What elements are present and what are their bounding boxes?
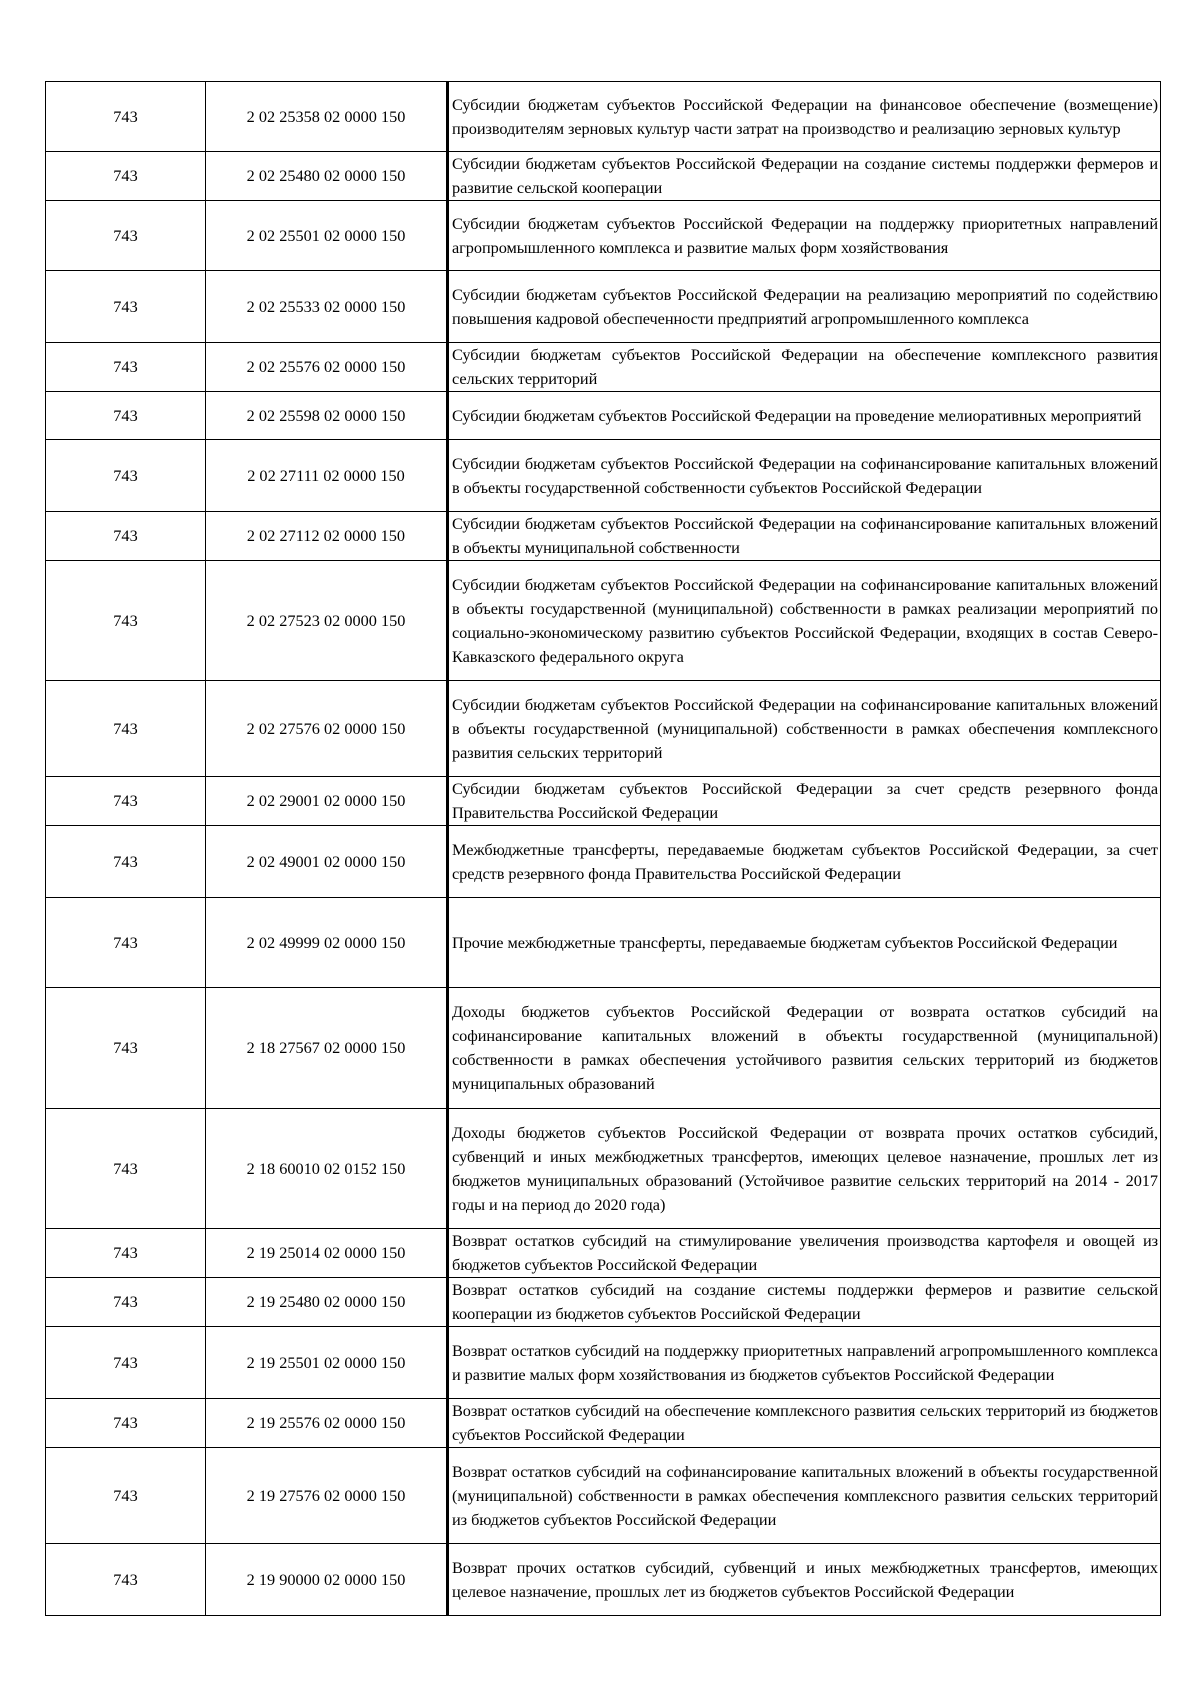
admin-code-cell: 743: [46, 1448, 206, 1544]
admin-code-cell: 743: [46, 561, 206, 681]
admin-code-cell: 743: [46, 898, 206, 988]
table-row: [46, 440, 1161, 512]
table-row: [46, 1327, 1161, 1399]
revenue-name-cell: Субсидии бюджетам субъектов Российской Федерации на софинансирование капитальных вложений в объекты государственной собственности субъектов Российской Федерации: [448, 440, 1161, 512]
revenue-code-cell: 2 02 25598 02 0000 150: [206, 392, 448, 440]
admin-code-cell: 743: [46, 512, 206, 561]
revenue-name-cell: Субсидии бюджетам субъектов Российской Федерации на реализацию мероприятий по содействию повышения кадровой обеспеченности предприятий агропромышленного комплекса: [448, 271, 1161, 343]
revenue-name-cell: Возврат прочих остатков субсидий, субвенций и иных межбюджетных трансфертов, имеющих целевое назначение, прошлых лет из бюджетов субъектов Российской Федерации: [448, 1544, 1161, 1616]
table-row: [46, 826, 1161, 898]
table-row: [46, 1229, 1161, 1278]
budget-codes-table: [45, 81, 1161, 1616]
revenue-name-cell: Субсидии бюджетам субъектов Российской Федерации на софинансирование капитальных вложений в объекты государственной (муниципальной) собственности в рамках обеспечения комплексного развития сельских территорий: [448, 681, 1161, 777]
revenue-code-cell: 2 18 60010 02 0152 150: [206, 1109, 448, 1229]
revenue-code-cell: 2 02 25501 02 0000 150: [206, 201, 448, 271]
admin-code-cell: 743: [46, 777, 206, 826]
table-row: [46, 343, 1161, 392]
revenue-name-cell: Межбюджетные трансферты, передаваемые бюджетам субъектов Российской Федерации, за счет средств резервного фонда Правительства Российской Федерации: [448, 826, 1161, 898]
revenue-name-cell: Субсидии бюджетам субъектов Российской Федерации на обеспечение комплексного развития сельских территорий: [448, 343, 1161, 392]
table-row: [46, 392, 1161, 440]
revenue-code-cell: 2 02 29001 02 0000 150: [206, 777, 448, 826]
revenue-code-cell: 2 02 25480 02 0000 150: [206, 152, 448, 201]
admin-code-cell: 743: [46, 1544, 206, 1616]
revenue-code-cell: 2 19 27576 02 0000 150: [206, 1448, 448, 1544]
revenue-code-cell: 2 19 25576 02 0000 150: [206, 1399, 448, 1448]
admin-code-cell: 743: [46, 1399, 206, 1448]
admin-code-cell: 743: [46, 82, 206, 152]
admin-code-cell: 743: [46, 152, 206, 201]
revenue-code-cell: 2 18 27567 02 0000 150: [206, 988, 448, 1109]
admin-code-cell: 743: [46, 271, 206, 343]
table-row: [46, 988, 1161, 1109]
revenue-name-cell: Субсидии бюджетам субъектов Российской Федерации на финансовое обеспечение (возмещение) производителям зерновых культур части затрат на производство и реализацию зерновых культур: [448, 82, 1161, 152]
revenue-name-cell: Возврат остатков субсидий на создание системы поддержки фермеров и развитие сельской кооперации из бюджетов субъектов Российской Федерации: [448, 1278, 1161, 1327]
revenue-code-cell: 2 02 27111 02 0000 150: [206, 440, 448, 512]
revenue-name-cell: Доходы бюджетов субъектов Российской Федерации от возврата остатков субсидий на софинансирование капитальных вложений в объекты государственной (муниципальной) собственности в рамках обеспечения устойчивого развития сельских территорий из бюджетов муниципальных образований: [448, 988, 1161, 1109]
admin-code-cell: 743: [46, 343, 206, 392]
table-row: [46, 681, 1161, 777]
admin-code-cell: 743: [46, 826, 206, 898]
revenue-code-cell: 2 19 90000 02 0000 150: [206, 1544, 448, 1616]
revenue-name-cell: Субсидии бюджетам субъектов Российской Федерации на поддержку приоритетных направлений агропромышленного комплекса и развитие малых форм хозяйствования: [448, 201, 1161, 271]
admin-code-cell: 743: [46, 1278, 206, 1327]
revenue-code-cell: 2 02 27576 02 0000 150: [206, 681, 448, 777]
revenue-code-cell: 2 19 25480 02 0000 150: [206, 1278, 448, 1327]
revenue-code-cell: 2 02 49001 02 0000 150: [206, 826, 448, 898]
admin-code-cell: 743: [46, 1229, 206, 1278]
table-row: [46, 1544, 1161, 1616]
revenue-code-cell: 2 19 25014 02 0000 150: [206, 1229, 448, 1278]
revenue-code-cell: 2 19 25501 02 0000 150: [206, 1327, 448, 1399]
revenue-name-cell: Возврат остатков субсидий на стимулирование увеличения производства картофеля и овощей из бюджетов субъектов Российской Федерации: [448, 1229, 1161, 1278]
revenue-name-cell: Субсидии бюджетам субъектов Российской Федерации на создание системы поддержки фермеров и развитие сельской кооперации: [448, 152, 1161, 201]
table-row: [46, 512, 1161, 561]
revenue-name-cell: Возврат остатков субсидий на поддержку приоритетных направлений агропромышленного комплекса и развитие малых форм хозяйствования из бюджетов субъектов Российской Федерации: [448, 1327, 1161, 1399]
revenue-code-cell: 2 02 27112 02 0000 150: [206, 512, 448, 561]
table-row: [46, 271, 1161, 343]
table-row: [46, 898, 1161, 988]
revenue-name-cell: Субсидии бюджетам субъектов Российской Федерации на софинансирование капитальных вложений в объекты муниципальной собственности: [448, 512, 1161, 561]
revenue-name-cell: Доходы бюджетов субъектов Российской Федерации от возврата прочих остатков субсидий, субвенций и иных межбюджетных трансфертов, имеющих целевое назначение, прошлых лет из бюджетов муниципальных образований (Устойчивое развитие сельских территорий на 2014 - 2017 годы и на период до 2020 года): [448, 1109, 1161, 1229]
admin-code-cell: 743: [46, 988, 206, 1109]
table-row: [46, 1278, 1161, 1327]
revenue-code-cell: 2 02 25533 02 0000 150: [206, 271, 448, 343]
revenue-code-cell: 2 02 25358 02 0000 150: [206, 82, 448, 152]
revenue-name-cell: Возврат остатков субсидий на софинансирование капитальных вложений в объекты государственной (муниципальной) собственности в рамках обеспечения комплексного развития сельских территорий из бюджетов субъектов Российской Федерации: [448, 1448, 1161, 1544]
table-row: [46, 561, 1161, 681]
revenue-name-cell: Субсидии бюджетам субъектов Российской Федерации на проведение мелиоративных мероприятий: [448, 392, 1161, 440]
revenue-code-cell: 2 02 25576 02 0000 150: [206, 343, 448, 392]
admin-code-cell: 743: [46, 201, 206, 271]
revenue-name-cell: Субсидии бюджетам субъектов Российской Федерации за счет средств резервного фонда Правительства Российской Федерации: [448, 777, 1161, 826]
admin-code-cell: 743: [46, 1327, 206, 1399]
admin-code-cell: 743: [46, 681, 206, 777]
revenue-code-cell: 2 02 27523 02 0000 150: [206, 561, 448, 681]
table-row: [46, 1399, 1161, 1448]
admin-code-cell: 743: [46, 440, 206, 512]
table-row: [46, 82, 1161, 152]
table-row: [46, 152, 1161, 201]
table-row: [46, 201, 1161, 271]
revenue-name-cell: Субсидии бюджетам субъектов Российской Федерации на софинансирование капитальных вложений в объекты государственной (муниципальной) собственности в рамках реализации мероприятий по социально-экономическому развитию субъектов Российской Федерации, входящих в состав Северо-Кавказского федерального округа: [448, 561, 1161, 681]
table-row: [46, 777, 1161, 826]
revenue-name-cell: Прочие межбюджетные трансферты, передаваемые бюджетам субъектов Российской Федерации: [448, 898, 1161, 988]
table-row: [46, 1448, 1161, 1544]
revenue-name-cell: Возврат остатков субсидий на обеспечение комплексного развития сельских территорий из бюджетов субъектов Российской Федерации: [448, 1399, 1161, 1448]
admin-code-cell: 743: [46, 392, 206, 440]
admin-code-cell: 743: [46, 1109, 206, 1229]
table-row: [46, 1109, 1161, 1229]
revenue-code-cell: 2 02 49999 02 0000 150: [206, 898, 448, 988]
